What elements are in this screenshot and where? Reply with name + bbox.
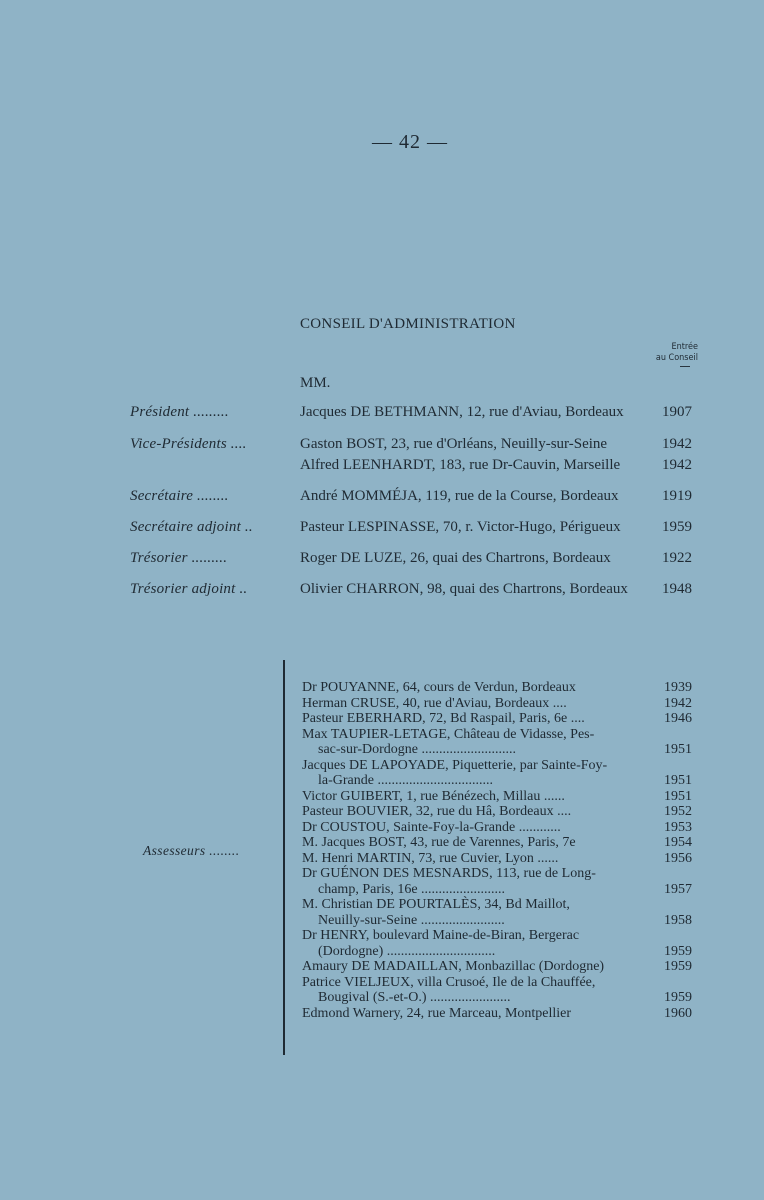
- officer-row-secretary: [0, 488, 764, 510]
- entry-year: 1959: [662, 519, 692, 535]
- member-entry: Jacques DE LAPOYADE, Piquetterie, par Sainte-Foy-: [302, 757, 608, 773]
- officer-row-president: [0, 404, 764, 426]
- role-label: Trésorier .........: [130, 550, 228, 566]
- member-entry: M. Christian DE POURTALÈS, 34, Bd Maillot,: [302, 897, 570, 912]
- list-item: [302, 789, 692, 805]
- member-entry: Jacques DE BETHMANN, 12, rue d'Aviau, Bordeaux: [300, 404, 624, 420]
- role-label: Président .........: [130, 404, 229, 420]
- list-item: [302, 835, 692, 851]
- list-item: [302, 696, 692, 712]
- entry-year: 1951: [664, 773, 692, 788]
- list-item: [302, 913, 692, 929]
- role-label: Secrétaire ........: [130, 488, 229, 504]
- list-item: [302, 975, 692, 991]
- member-entry: Pasteur LESPINASSE, 70, r. Victor-Hugo, Périgueux: [300, 519, 621, 535]
- entry-year: 1959: [664, 943, 692, 959]
- member-entry: Olivier CHARRON, 98, quai des Chartrons, Bordeaux: [300, 581, 628, 597]
- list-item: [302, 758, 692, 774]
- member-entry: Dr POUYANNE, 64, cours de Verdun, Bordeaux: [302, 680, 576, 695]
- member-entry: M. Henri MARTIN, 73, rue Cuvier, Lyon ......: [302, 850, 559, 866]
- entry-year: 1959: [664, 959, 692, 974]
- entry-year: 1960: [664, 1005, 692, 1021]
- role-label: Secrétaire adjoint ..: [130, 519, 253, 535]
- entry-year: 1942: [662, 457, 692, 473]
- entry-year: 1956: [664, 850, 692, 866]
- list-item: [302, 990, 692, 1006]
- entry-year: 1951: [664, 788, 692, 804]
- member-entry: André MOMMÉJA, 119, rue de la Course, Bordeaux: [300, 488, 619, 504]
- entry-year: 1939: [664, 680, 692, 695]
- member-entry: M. Jacques BOST, 43, rue de Varennes, Paris, 7e: [302, 835, 576, 850]
- section-title: CONSEIL D'ADMINISTRATION: [300, 316, 516, 332]
- role-label: Trésorier adjoint ..: [130, 581, 248, 597]
- entry-year: 1954: [664, 835, 692, 850]
- member-entry: la-Grande .................................: [318, 773, 493, 788]
- entry-year: 1957: [664, 881, 692, 897]
- member-entry: Dr GUÉNON DES MESNARDS, 113, rue de Long-: [302, 866, 596, 881]
- officer-row-treasurer: [0, 550, 764, 572]
- mm-label: MM.: [300, 375, 331, 391]
- member-entry: Herman CRUSE, 40, rue d'Aviau, Bordeaux ....: [302, 695, 567, 711]
- member-entry: sac-sur-Dordogne ...........................: [318, 742, 517, 757]
- entry-year: 1958: [664, 912, 692, 928]
- assesseurs-list: [302, 680, 692, 1021]
- list-item: [302, 928, 692, 944]
- entry-year: 1907: [662, 404, 692, 420]
- entry-year: 1942: [664, 695, 692, 711]
- list-item: [302, 742, 692, 758]
- member-entry: Amaury DE MADAILLAN, Monbazillac (Dordogne): [302, 959, 605, 974]
- member-entry: Gaston BOST, 23, rue d'Orléans, Neuilly-sur-Seine: [300, 436, 608, 452]
- list-item: [302, 866, 692, 882]
- entry-year: 1953: [664, 819, 692, 835]
- member-entry: Pasteur BOUVIER, 32, rue du Hâ, Bordeaux ....: [302, 804, 572, 819]
- entry-year: 1948: [662, 581, 692, 597]
- list-item: [302, 959, 692, 975]
- member-entry: Edmond Warnery, 24, rue Marceau, Montpellier: [302, 1005, 572, 1021]
- list-item: [302, 882, 692, 898]
- list-item: [302, 680, 692, 696]
- member-entry: Victor GUIBERT, 1, rue Bénézech, Millau ......: [302, 788, 565, 804]
- column-header-line2: au Conseil: [655, 353, 698, 363]
- member-entry: Bougival (S.-et-O.) .......................: [318, 990, 511, 1005]
- list-item: [302, 851, 692, 867]
- list-item: [302, 804, 692, 820]
- member-entry: Dr COUSTOU, Sainte-Foy-la-Grande ............: [302, 819, 561, 835]
- entry-year: 1946: [664, 711, 692, 726]
- entry-year: 1959: [664, 990, 692, 1005]
- role-label: Vice-Présidents ....: [130, 436, 247, 452]
- list-item: [302, 711, 692, 727]
- entry-year: 1942: [662, 436, 692, 452]
- assesseurs-bracket: [283, 660, 293, 1055]
- list-item: [302, 944, 692, 960]
- member-entry: Max TAUPIER-LETAGE, Château de Vidasse, Pes-: [302, 726, 595, 742]
- list-item: [302, 820, 692, 836]
- officer-row-treasurer-adjoint: [0, 581, 764, 603]
- member-entry: (Dordogne) ...............................: [318, 943, 496, 959]
- column-header: [638, 342, 698, 367]
- list-item: [302, 727, 692, 743]
- member-entry: Pasteur EBERHARD, 72, Bd Raspail, Paris, 6e ....: [302, 711, 585, 726]
- officer-row-vice-president: [0, 436, 764, 458]
- entry-year: 1919: [662, 488, 692, 504]
- page-number: — 42 —: [372, 131, 448, 153]
- member-entry: champ, Paris, 16e ........................: [318, 881, 506, 897]
- member-entry: Neuilly-sur-Seine ........................: [318, 912, 505, 928]
- list-item: [302, 897, 692, 913]
- list-item: [302, 1006, 692, 1022]
- entry-year: 1951: [664, 742, 692, 757]
- entry-year: 1952: [664, 804, 692, 819]
- officer-row-secretary-adjoint: [0, 519, 764, 541]
- column-header-rule: [680, 366, 690, 367]
- member-entry: Alfred LEENHARDT, 183, rue Dr-Cauvin, Marseille: [300, 457, 621, 473]
- entry-year: 1922: [662, 550, 692, 566]
- column-header-line1: Entrée: [671, 342, 698, 352]
- assesseurs-label: Assesseurs ........: [143, 843, 240, 858]
- member-entry: Patrice VIELJEUX, villa Crusoé, Ile de la Chauffée,: [302, 974, 596, 990]
- officer-row-vice-president-2: [0, 457, 764, 479]
- member-entry: Dr HENRY, boulevard Maine-de-Biran, Bergerac: [302, 928, 580, 943]
- list-item: [302, 773, 692, 789]
- member-entry: Roger DE LUZE, 26, quai des Chartrons, Bordeaux: [300, 550, 611, 566]
